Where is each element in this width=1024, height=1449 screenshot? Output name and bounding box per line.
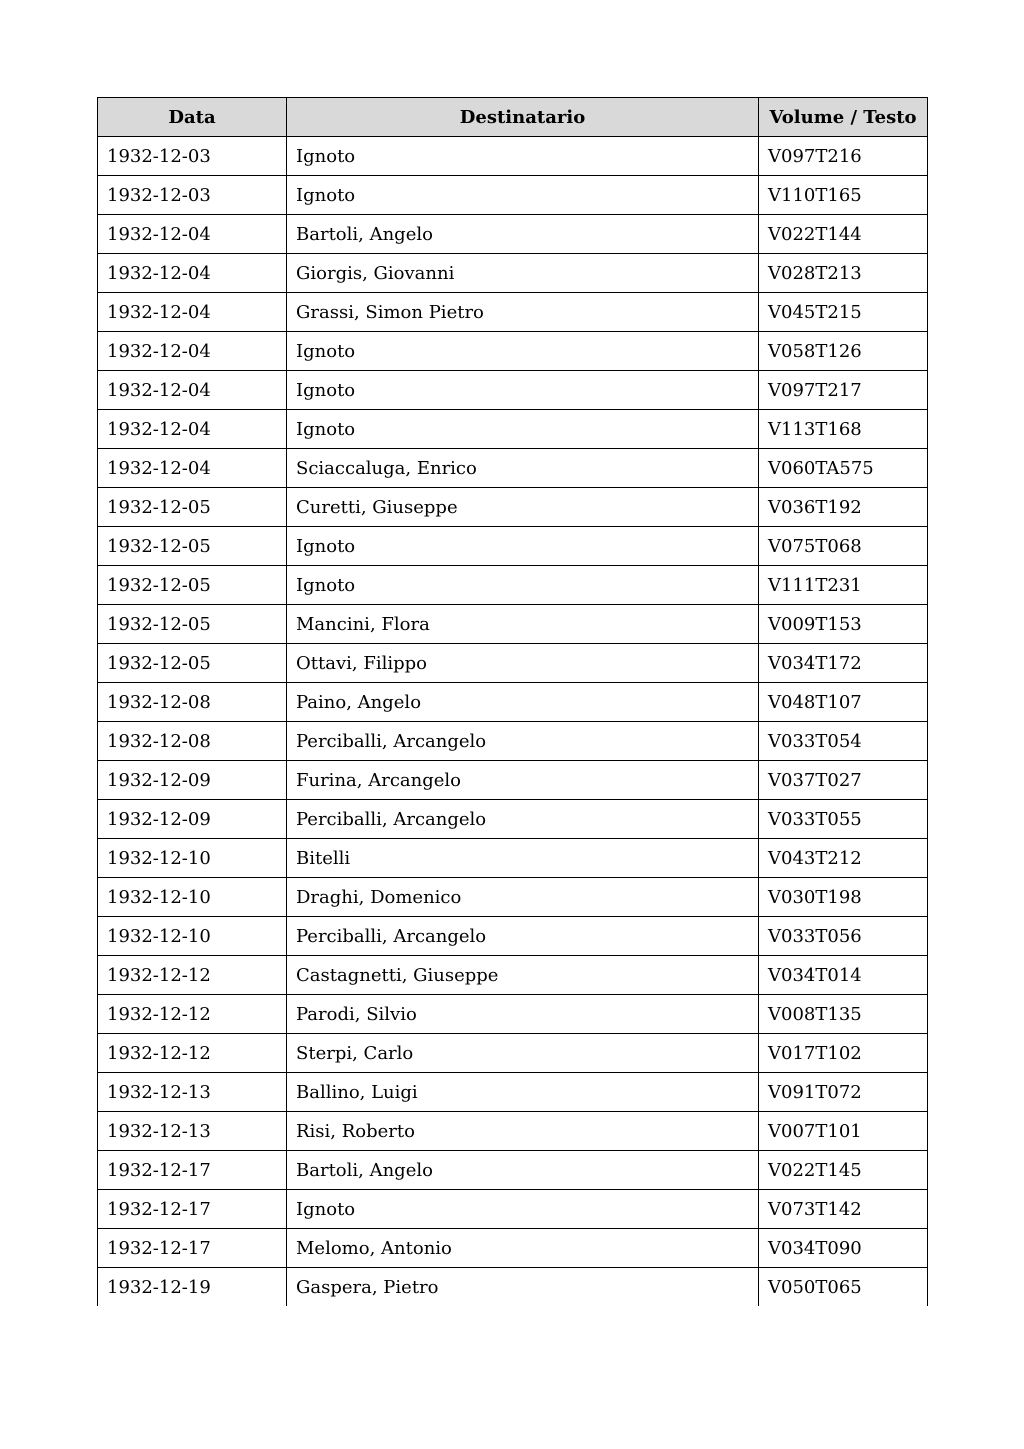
header-destinatario: Destinatario <box>287 98 759 137</box>
cell-destinatario: Curetti, Giuseppe <box>287 488 759 527</box>
table-row <box>98 761 928 800</box>
cell-data: 1932-12-17 <box>98 1151 287 1190</box>
cell-destinatario: Risi, Roberto <box>287 1112 759 1151</box>
table-row <box>98 1229 928 1268</box>
cell-destinatario: Ignoto <box>287 566 759 605</box>
cell-data: 1932-12-03 <box>98 176 287 215</box>
cell-destinatario: Ignoto <box>287 176 759 215</box>
table-row <box>98 1151 928 1190</box>
cell-volume-testo: V050T065 <box>759 1268 928 1307</box>
cell-volume-testo: V007T101 <box>759 1112 928 1151</box>
cell-volume-testo: V022T144 <box>759 215 928 254</box>
table-row <box>98 293 928 332</box>
cell-volume-testo: V097T216 <box>759 137 928 176</box>
table-row <box>98 137 928 176</box>
table-row <box>98 1073 928 1112</box>
cell-data: 1932-12-05 <box>98 566 287 605</box>
cell-destinatario: Paino, Angelo <box>287 683 759 722</box>
cell-volume-testo: V022T145 <box>759 1151 928 1190</box>
table-row <box>98 800 928 839</box>
cell-destinatario: Mancini, Flora <box>287 605 759 644</box>
cell-data: 1932-12-05 <box>98 488 287 527</box>
table-row <box>98 254 928 293</box>
cell-data: 1932-12-08 <box>98 683 287 722</box>
table-row <box>98 332 928 371</box>
cell-volume-testo: V028T213 <box>759 254 928 293</box>
cell-destinatario: Draghi, Domenico <box>287 878 759 917</box>
table-row <box>98 566 928 605</box>
cell-destinatario: Ignoto <box>287 1190 759 1229</box>
cell-volume-testo: V097T217 <box>759 371 928 410</box>
cell-volume-testo: V034T014 <box>759 956 928 995</box>
cell-data: 1932-12-04 <box>98 293 287 332</box>
cell-data: 1932-12-04 <box>98 215 287 254</box>
cell-destinatario: Bitelli <box>287 839 759 878</box>
table-row <box>98 176 928 215</box>
cell-volume-testo: V033T056 <box>759 917 928 956</box>
header-volume-testo: Volume / Testo <box>759 98 928 137</box>
cell-volume-testo: V091T072 <box>759 1073 928 1112</box>
cell-destinatario: Ottavi, Filippo <box>287 644 759 683</box>
cell-destinatario: Perciballi, Arcangelo <box>287 917 759 956</box>
cell-destinatario: Parodi, Silvio <box>287 995 759 1034</box>
cell-volume-testo: V113T168 <box>759 410 928 449</box>
cell-volume-testo: V073T142 <box>759 1190 928 1229</box>
table-row <box>98 917 928 956</box>
table-row <box>98 839 928 878</box>
cell-volume-testo: V017T102 <box>759 1034 928 1073</box>
table-row <box>98 527 928 566</box>
cell-destinatario: Giorgis, Giovanni <box>287 254 759 293</box>
header-row <box>98 98 928 137</box>
cell-data: 1932-12-10 <box>98 878 287 917</box>
cell-volume-testo: V034T172 <box>759 644 928 683</box>
table-row <box>98 371 928 410</box>
cell-data: 1932-12-13 <box>98 1112 287 1151</box>
cell-volume-testo: V036T192 <box>759 488 928 527</box>
cell-data: 1932-12-05 <box>98 605 287 644</box>
cell-data: 1932-12-08 <box>98 722 287 761</box>
table-row <box>98 1268 928 1307</box>
table-row <box>98 1034 928 1073</box>
cell-data: 1932-12-17 <box>98 1190 287 1229</box>
cell-volume-testo: V060TA575 <box>759 449 928 488</box>
cell-volume-testo: V034T090 <box>759 1229 928 1268</box>
table-header <box>98 98 928 137</box>
cell-destinatario: Sterpi, Carlo <box>287 1034 759 1073</box>
cell-destinatario: Perciballi, Arcangelo <box>287 722 759 761</box>
cell-volume-testo: V008T135 <box>759 995 928 1034</box>
cell-volume-testo: V075T068 <box>759 527 928 566</box>
cell-data: 1932-12-19 <box>98 1268 287 1307</box>
table-row <box>98 215 928 254</box>
cell-data: 1932-12-12 <box>98 956 287 995</box>
cell-volume-testo: V048T107 <box>759 683 928 722</box>
cell-destinatario: Grassi, Simon Pietro <box>287 293 759 332</box>
cell-volume-testo: V009T153 <box>759 605 928 644</box>
cell-volume-testo: V043T212 <box>759 839 928 878</box>
cell-data: 1932-12-10 <box>98 917 287 956</box>
table-body <box>98 137 928 1307</box>
cell-destinatario: Bartoli, Angelo <box>287 1151 759 1190</box>
cell-destinatario: Ignoto <box>287 137 759 176</box>
cell-destinatario: Ballino, Luigi <box>287 1073 759 1112</box>
cell-destinatario: Furina, Arcangelo <box>287 761 759 800</box>
cell-destinatario: Gaspera, Pietro <box>287 1268 759 1307</box>
header-data: Data <box>98 98 287 137</box>
cell-volume-testo: V110T165 <box>759 176 928 215</box>
table-row <box>98 722 928 761</box>
cell-data: 1932-12-04 <box>98 332 287 371</box>
table-row <box>98 644 928 683</box>
cell-data: 1932-12-10 <box>98 839 287 878</box>
cell-destinatario: Perciballi, Arcangelo <box>287 800 759 839</box>
cell-destinatario: Castagnetti, Giuseppe <box>287 956 759 995</box>
table-row <box>98 605 928 644</box>
table-row <box>98 995 928 1034</box>
cell-data: 1932-12-04 <box>98 410 287 449</box>
table-row <box>98 410 928 449</box>
cell-volume-testo: V030T198 <box>759 878 928 917</box>
cell-destinatario: Ignoto <box>287 332 759 371</box>
cell-data: 1932-12-04 <box>98 371 287 410</box>
cell-volume-testo: V037T027 <box>759 761 928 800</box>
table-row <box>98 956 928 995</box>
letters-table <box>97 97 928 1306</box>
cell-destinatario: Ignoto <box>287 410 759 449</box>
table-row <box>98 488 928 527</box>
cell-data: 1932-12-12 <box>98 1034 287 1073</box>
cell-data: 1932-12-03 <box>98 137 287 176</box>
cell-volume-testo: V033T054 <box>759 722 928 761</box>
table-row <box>98 683 928 722</box>
cell-destinatario: Sciaccaluga, Enrico <box>287 449 759 488</box>
cell-data: 1932-12-04 <box>98 449 287 488</box>
cell-data: 1932-12-13 <box>98 1073 287 1112</box>
table-row <box>98 449 928 488</box>
cell-volume-testo: V033T055 <box>759 800 928 839</box>
table-row <box>98 1190 928 1229</box>
cell-volume-testo: V045T215 <box>759 293 928 332</box>
cell-destinatario: Melomo, Antonio <box>287 1229 759 1268</box>
table-row <box>98 878 928 917</box>
cell-destinatario: Ignoto <box>287 527 759 566</box>
cell-data: 1932-12-05 <box>98 644 287 683</box>
cell-data: 1932-12-05 <box>98 527 287 566</box>
cell-data: 1932-12-09 <box>98 761 287 800</box>
cell-volume-testo: V058T126 <box>759 332 928 371</box>
cell-destinatario: Ignoto <box>287 371 759 410</box>
cell-data: 1932-12-12 <box>98 995 287 1034</box>
cell-data: 1932-12-17 <box>98 1229 287 1268</box>
cell-volume-testo: V111T231 <box>759 566 928 605</box>
cell-destinatario: Bartoli, Angelo <box>287 215 759 254</box>
cell-data: 1932-12-09 <box>98 800 287 839</box>
cell-data: 1932-12-04 <box>98 254 287 293</box>
table-row <box>98 1112 928 1151</box>
